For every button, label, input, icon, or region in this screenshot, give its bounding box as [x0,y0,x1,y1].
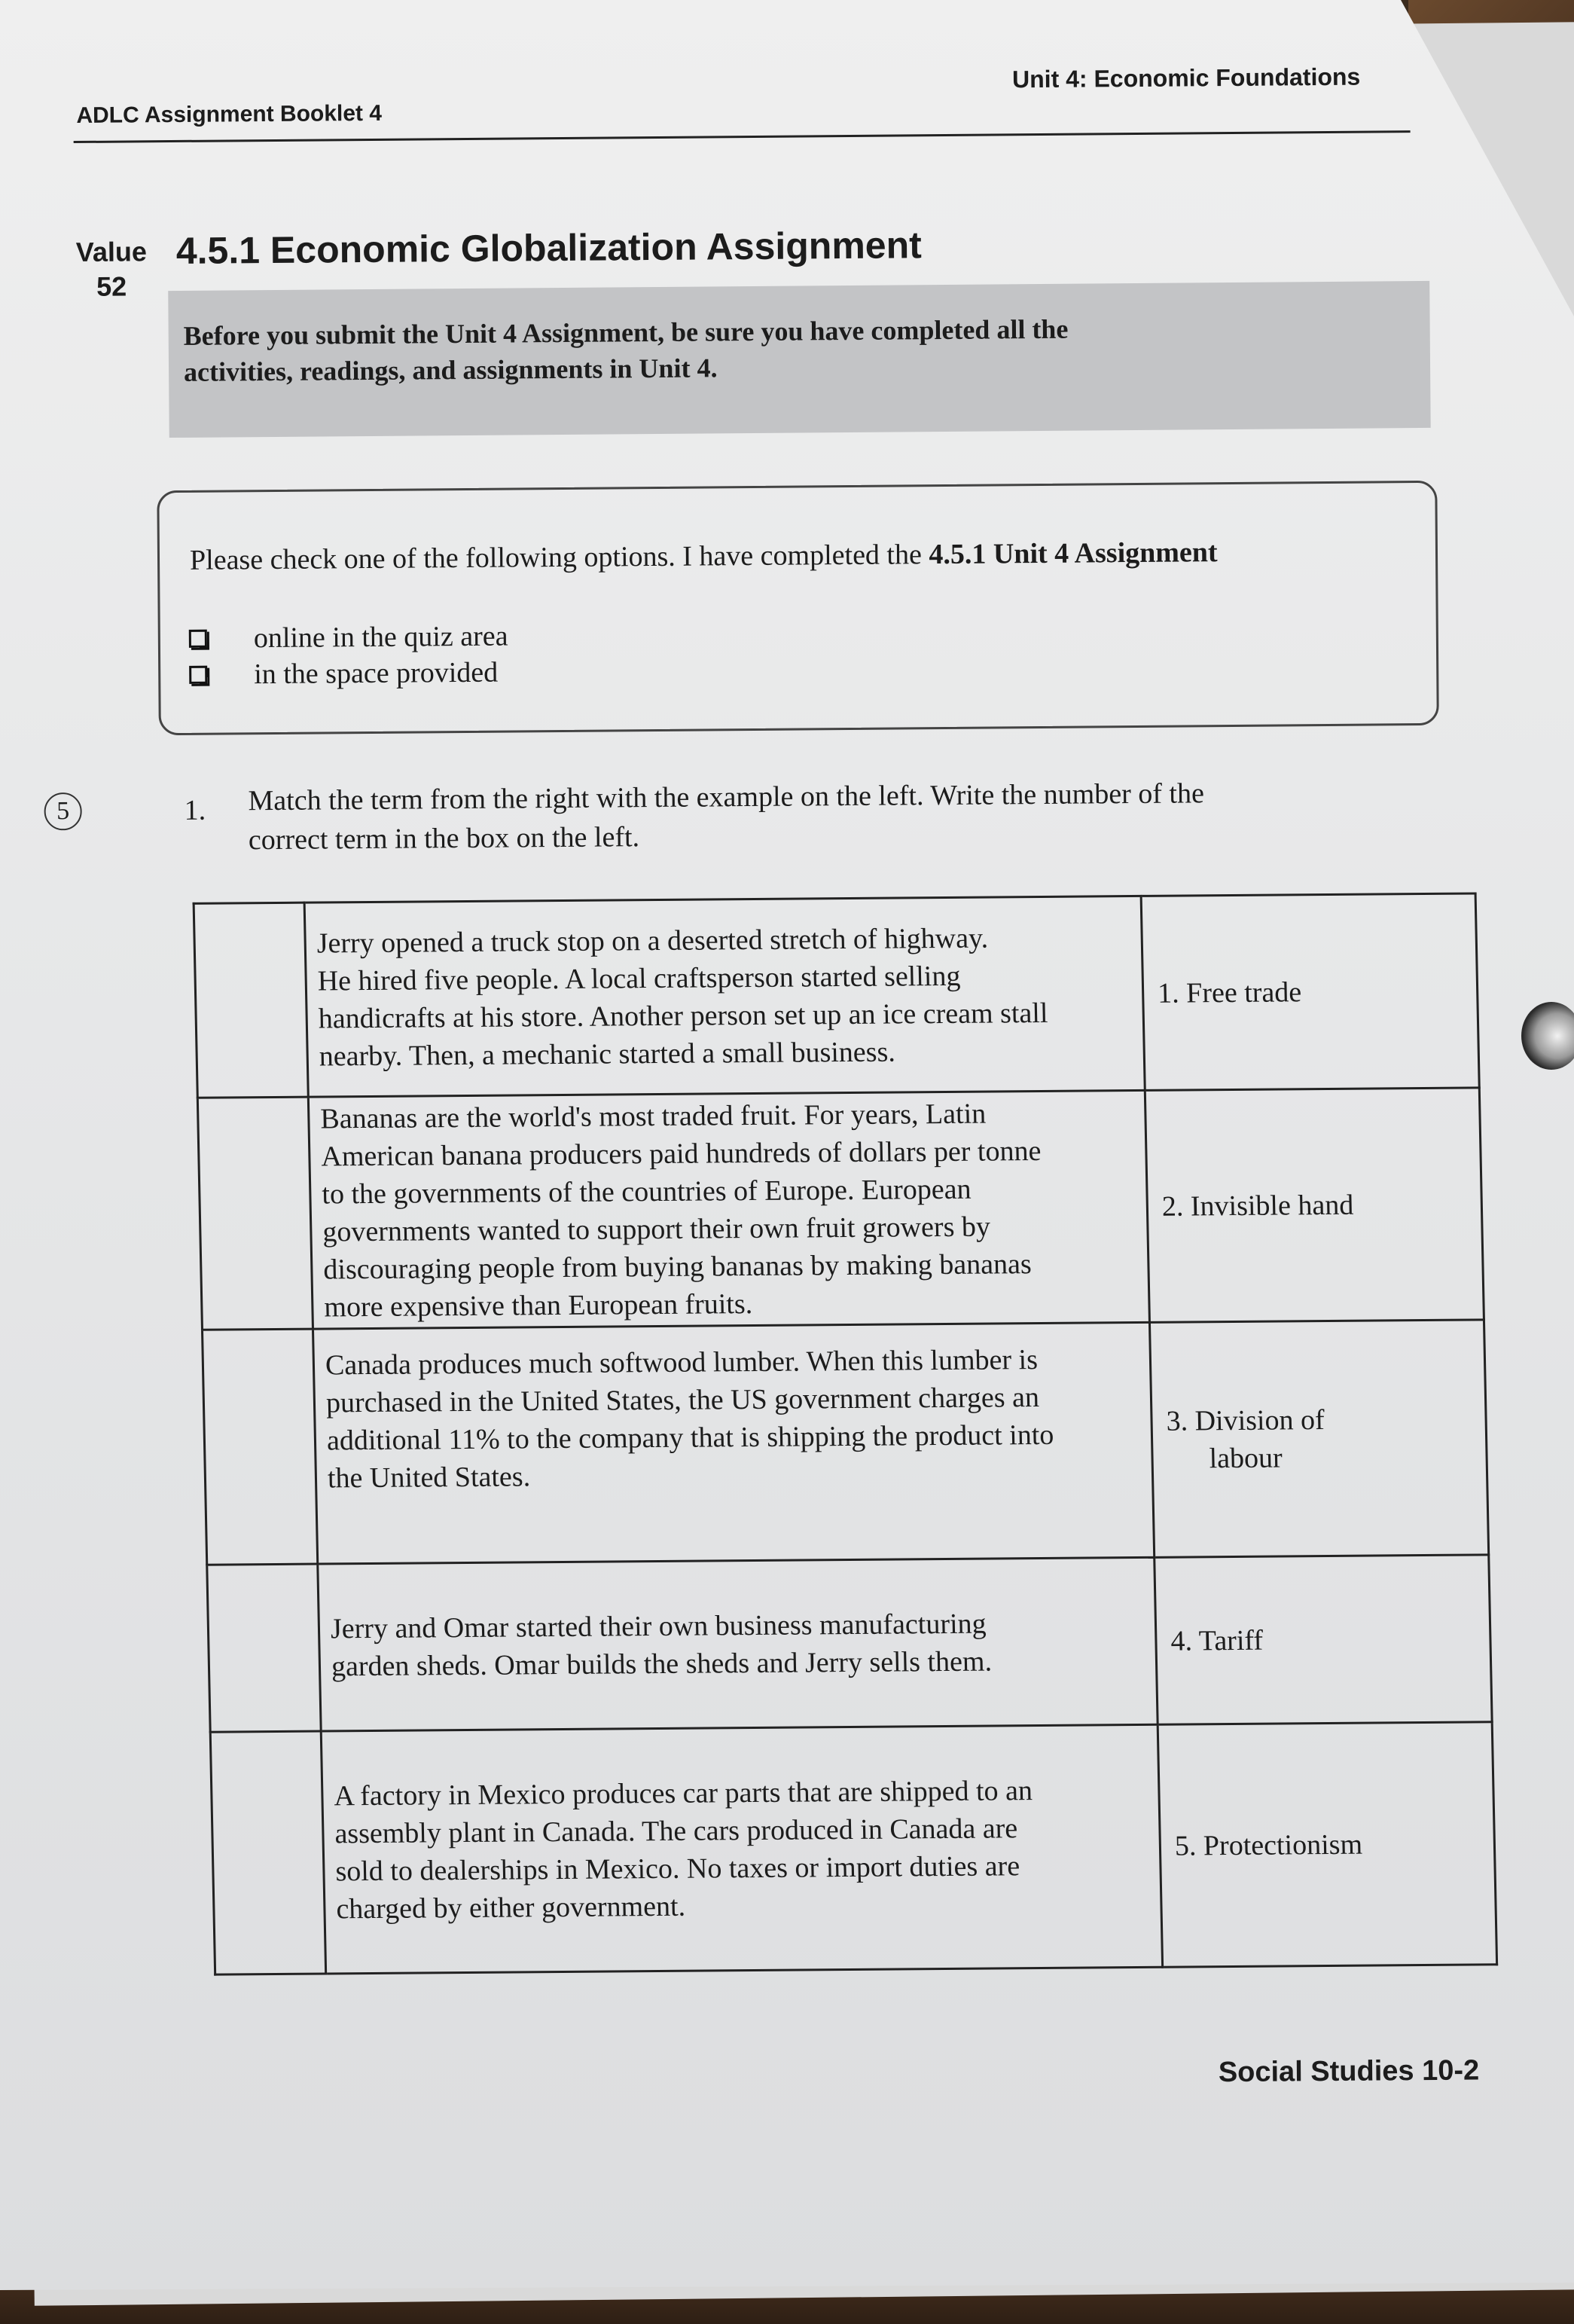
question-number: 1. [184,794,206,826]
term-cell [1149,1320,1488,1557]
submission-notice [168,281,1430,438]
score-circle: 5 [44,792,81,830]
example-line: Jerry and Omar started their own business manufacturing [330,1608,987,1645]
table-row [194,893,1479,1098]
example-line: discouraging people from buying bananas by making bananas [322,1248,1033,1285]
notice-line-1: Before you submit the Unit 4 Assignment, be sure you have completed all the [183,313,1069,351]
course-footer: Social Studies 10-2 [1218,2054,1480,2089]
checkbox-icon[interactable] [189,630,207,648]
example-cell [321,1724,1162,1974]
table-row [210,1722,1496,1974]
notice-line-2: activities, readings, and assignments in Unit 4. [183,353,718,387]
page-title: 4.5.1 Economic Globalization Assignment [175,224,923,272]
example-line: additional 11% to the company that is shipping the product into [326,1419,1054,1457]
example-line: garden sheds. Omar builds the sheds and Jerry sells them. [331,1645,993,1682]
answer-box[interactable] [202,1329,317,1565]
example-line: sold to dealerships in Mexico. No taxes or import duties are [335,1849,1020,1887]
example-line: purchased in the United States, the US government charges an [325,1382,1040,1419]
table-row [202,1320,1488,1565]
term-text: labour [1209,1441,1283,1474]
answer-box[interactable] [197,1097,313,1330]
term-cell [1155,1555,1492,1724]
example-line: He hired five people. A local craftsperson started selling [317,960,961,997]
example-line: A factory in Mexico produces car parts that are shipped to an [334,1774,1033,1812]
option-online-label: online in the quiz area [253,620,508,655]
example-line: Bananas are the world's most traded fruit. For years, Latin [319,1098,987,1135]
term-text: 2. Invisible hand [1161,1189,1354,1223]
question-line-1: Match the term from the right with the example on the left. Write the number of the [248,777,1205,817]
term-cell [1158,1722,1496,1967]
question-line-2: correct term in the box on the left. [248,821,640,857]
options-intro [190,536,1218,577]
option-space-label: in the space provided [254,656,499,691]
booklet-header: ADLC Assignment Booklet 4 [76,100,383,129]
example-cell [304,896,1145,1097]
example-line: governments wanted to support their own fruit growers by [322,1211,991,1248]
submission-options-box [157,481,1439,735]
answer-box[interactable] [207,1564,321,1732]
table-row [197,1088,1484,1330]
checkbox-icon[interactable] [189,666,207,684]
example-line: charged by either government. [336,1890,686,1925]
term-cell [1141,893,1479,1090]
answer-box[interactable] [210,1731,325,1974]
example-cell [308,1090,1149,1329]
options-intro-text: Please check one of the following options. I have completed the [189,539,929,576]
example-line: American banana producers paid hundreds of dollars per tonne [320,1135,1042,1173]
table-row [207,1555,1492,1732]
example-line: the United States. [327,1461,531,1495]
example-cell [318,1557,1158,1731]
unit-header: Unit 4: Economic Foundations [1011,63,1361,93]
example-line: handicrafts at his store. Another person set up an ice cream stall [318,997,1048,1035]
example-cell [313,1322,1154,1564]
question-text [248,772,1423,860]
example-line: more expensive than European fruits. [323,1287,753,1323]
term-text: 4. Tariff [1170,1624,1264,1657]
term-text: 5. Protectionism [1174,1828,1363,1862]
value-amount: 52 [96,270,127,302]
example-line: Canada produces much softwood lumber. When this lumber is [325,1344,1039,1382]
option-space-provided[interactable] [189,656,498,692]
value-label: Value [75,236,148,268]
example-line: assembly plant in Canada. The cars produced in Canada are [334,1812,1018,1849]
term-cell [1145,1088,1484,1322]
answer-box[interactable] [194,902,308,1098]
example-line: to the governments of the countries of Europe. European [321,1173,972,1210]
term-text: 3. Division of [1166,1403,1325,1437]
header-divider [74,130,1411,143]
options-intro-bold: 4.5.1 Unit 4 Assignment [929,536,1218,571]
matching-table [193,892,1499,1975]
example-line: nearby. Then, a mechanic started a small business. [319,1036,896,1073]
term-text: 1. Free trade [1157,976,1302,1009]
value-block [76,234,148,304]
example-line: Jerry opened a truck stop on a deserted stretch of highway. [316,922,989,960]
option-online[interactable] [189,620,508,655]
